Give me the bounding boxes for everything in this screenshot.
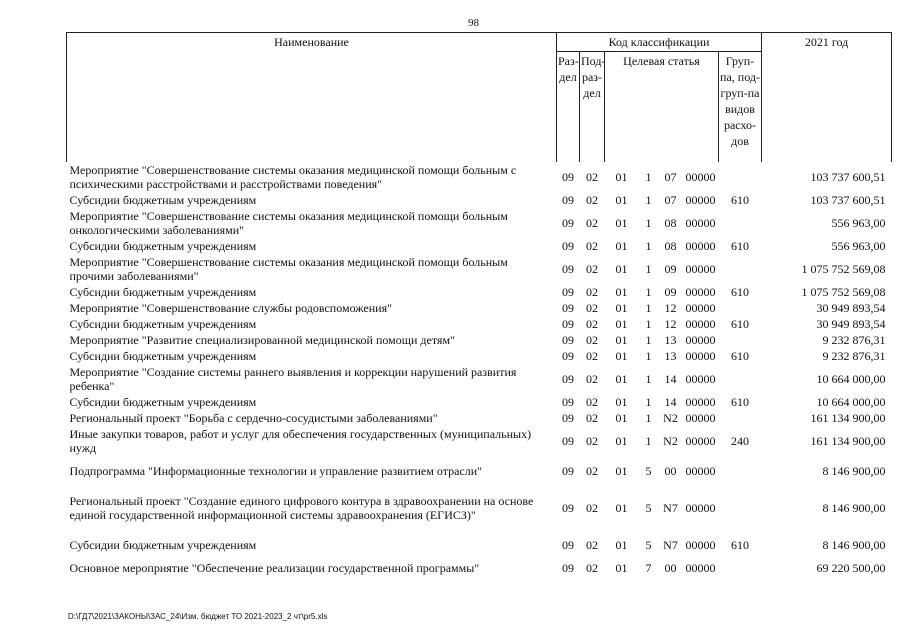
code-target-4: 00000: [685, 394, 716, 409]
code-group: [719, 560, 762, 576]
code-podrazdel: 02: [586, 500, 598, 515]
code-target-4: 00000: [685, 348, 716, 363]
code-target-3: 14: [664, 394, 677, 409]
code-podrazdel: 02: [586, 261, 598, 276]
code-podrazdel: 02: [586, 348, 598, 363]
code-target-3: 00: [664, 560, 677, 575]
code-target-1: 01: [615, 332, 628, 347]
code-target-3: N2: [663, 410, 678, 425]
code-group: [719, 254, 762, 284]
code-group: [719, 364, 762, 394]
row-sum: 30 949 893,54: [816, 316, 886, 331]
row-name: Мероприятие "Совершенствование службы родовспоможения": [69, 300, 393, 315]
table-row: [67, 410, 892, 426]
page-number: 98: [468, 17, 479, 29]
code-target-2: 1: [645, 169, 652, 184]
table-row: [67, 332, 892, 348]
table-row: [67, 348, 892, 364]
table-row: [67, 394, 892, 410]
code-group: [719, 162, 762, 192]
row-name: Основное мероприятие "Обеспечение реализации государственной программы": [69, 560, 480, 575]
code-group: 610: [731, 394, 750, 409]
code-target-3: 14: [664, 371, 677, 386]
header-target: Целевая статья: [605, 52, 719, 162]
code-target-1: 01: [615, 433, 628, 448]
code-target-4: 00000: [685, 215, 716, 230]
code-target-1: 01: [615, 560, 628, 575]
row-name: Субсидии бюджетным учреждениям: [69, 348, 257, 363]
code-group: [719, 300, 762, 316]
table-row: [67, 284, 892, 300]
code-target-1: 01: [615, 537, 628, 552]
code-target-1: 01: [615, 192, 628, 207]
code-razdel: 09: [562, 537, 574, 552]
row-sum: 10 664 000,00: [816, 371, 886, 386]
code-target-1: 01: [615, 169, 628, 184]
code-razdel: 09: [562, 463, 574, 478]
code-target-1: 01: [615, 348, 628, 363]
code-target-4: 00000: [685, 300, 716, 315]
header-year: 2021 год: [762, 33, 892, 162]
code-group: 610: [731, 238, 750, 253]
row-sum: 30 949 893,54: [816, 300, 886, 315]
code-target-4: 00000: [685, 500, 716, 515]
row-sum: 8 146 900,00: [822, 463, 886, 478]
code-razdel: 09: [562, 215, 574, 230]
header-code-group: Код классификации: [557, 33, 762, 52]
code-group: 610: [731, 348, 750, 363]
code-target-1: 01: [615, 316, 628, 331]
code-podrazdel: 02: [586, 215, 598, 230]
table-row: [67, 208, 892, 238]
code-target-4: 00000: [685, 410, 716, 425]
row-sum: 556 963,00: [831, 238, 886, 253]
code-target-1: 01: [615, 500, 628, 515]
table-row: [67, 254, 892, 284]
code-target-1: 01: [615, 371, 628, 386]
header-razdel: Раз-дел: [557, 52, 580, 162]
row-sum: 10 664 000,00: [816, 394, 886, 409]
code-target-3: N7: [663, 500, 678, 515]
row-name: Иные закупки товаров, работ и услуг для обеспечения государственных (муниципальных) нужд: [69, 426, 532, 455]
code-podrazdel: 02: [586, 238, 598, 253]
code-target-4: 00000: [685, 463, 716, 478]
table-row: [67, 530, 892, 560]
code-target-2: 1: [645, 300, 652, 315]
row-name: Субсидии бюджетным учреждениям: [69, 537, 257, 552]
code-target-2: 1: [645, 192, 652, 207]
code-podrazdel: 02: [586, 371, 598, 386]
row-sum: 9 232 876,31: [822, 332, 886, 347]
code-razdel: 09: [562, 433, 574, 448]
code-target-3: 09: [664, 284, 677, 299]
code-target-4: 00000: [685, 238, 716, 253]
code-target-2: 7: [645, 560, 652, 575]
code-target-2: 1: [645, 394, 652, 409]
code-razdel: 09: [562, 192, 574, 207]
row-name: Подпрограмма "Информационные технологии и управление развитием отрасли": [69, 463, 483, 478]
code-target-1: 01: [615, 238, 628, 253]
code-razdel: 09: [562, 348, 574, 363]
row-sum: 69 220 500,00: [816, 560, 886, 575]
code-podrazdel: 02: [586, 394, 598, 409]
code-target-3: 13: [664, 348, 677, 363]
code-target-2: 1: [645, 433, 652, 448]
code-razdel: 09: [562, 371, 574, 386]
header-group: Груп-па, под-груп-па видов расхо-дов: [719, 52, 762, 162]
row-name: Субсидии бюджетным учреждениям: [69, 316, 257, 331]
code-group: 610: [731, 316, 750, 331]
code-target-1: 01: [615, 410, 628, 425]
table-row: [67, 486, 892, 530]
code-target-3: 08: [664, 238, 677, 253]
code-group: [719, 456, 762, 486]
code-target-4: 00000: [685, 284, 716, 299]
header-name: Наименование: [67, 33, 557, 162]
row-name: Региональный проект "Создание единого цифрового контура в здравоохранении на основе единой государственной информационной системы здравоохранения (ЕГИСЗ)": [69, 493, 534, 522]
code-group: 610: [731, 284, 750, 299]
code-razdel: 09: [562, 332, 574, 347]
row-sum: 1 075 752 569,08: [801, 261, 886, 276]
code-podrazdel: 02: [586, 169, 598, 184]
code-target-1: 01: [615, 300, 628, 315]
code-target-3: 12: [664, 300, 677, 315]
code-podrazdel: 02: [586, 433, 598, 448]
row-sum: 1 075 752 569,08: [801, 284, 886, 299]
table-row: [67, 238, 892, 254]
row-sum: 9 232 876,31: [822, 348, 886, 363]
row-sum: 103 737 600,51: [810, 192, 886, 207]
code-target-3: 00: [664, 463, 677, 478]
code-target-3: 12: [664, 316, 677, 331]
code-target-2: 5: [645, 537, 652, 552]
row-name: Субсидии бюджетным учреждениям: [69, 238, 257, 253]
code-group: [719, 486, 762, 530]
code-target-1: 01: [615, 394, 628, 409]
table-row: [67, 426, 892, 456]
header-podrazdel: Под-раз-дел: [580, 52, 605, 162]
row-name: Мероприятие "Создание системы раннего выявления и коррекции нарушений развития ребенка": [69, 364, 517, 393]
row-name: Субсидии бюджетным учреждениям: [69, 394, 257, 409]
code-target-2: 5: [645, 463, 652, 478]
row-sum: 161 134 900,00: [810, 410, 886, 425]
code-target-2: 1: [645, 261, 652, 276]
code-razdel: 09: [562, 300, 574, 315]
code-target-4: 00000: [685, 192, 716, 207]
table-row: [67, 162, 892, 192]
table-row: [67, 300, 892, 316]
code-target-1: 01: [615, 284, 628, 299]
code-podrazdel: 02: [586, 284, 598, 299]
row-name: Мероприятие "Совершенствование системы оказания медицинской помощи больным прочими заболеваниями": [69, 254, 508, 283]
file-path-footer: D:\ГД7\2021\ЗАКОНЫ\ЗАС_24\Изм. бюджет ТО 2021-2023_2 чт\pr5.xls: [68, 612, 328, 621]
code-target-3: N7: [663, 537, 678, 552]
code-podrazdel: 02: [586, 410, 598, 425]
table-row: [67, 560, 892, 576]
code-target-2: 1: [645, 332, 652, 347]
code-target-4: 00000: [685, 332, 716, 347]
budget-table: [66, 32, 892, 576]
table-row: [67, 316, 892, 332]
code-razdel: 09: [562, 394, 574, 409]
code-podrazdel: 02: [586, 300, 598, 315]
code-target-4: 00000: [685, 433, 716, 448]
code-target-1: 01: [615, 215, 628, 230]
code-target-2: 1: [645, 316, 652, 331]
code-target-4: 00000: [685, 169, 716, 184]
code-podrazdel: 02: [586, 537, 598, 552]
code-target-2: 1: [645, 371, 652, 386]
code-target-2: 1: [645, 238, 652, 253]
code-razdel: 09: [562, 316, 574, 331]
code-group: 610: [731, 192, 750, 207]
row-name: Субсидии бюджетным учреждениям: [69, 284, 257, 299]
code-razdel: 09: [562, 560, 574, 575]
row-name: Мероприятие "Совершенствование системы оказания медицинской помощи больным с психическими расстройствами и расстройствами поведения": [69, 162, 517, 191]
row-sum: 556 963,00: [831, 215, 886, 230]
row-name: Мероприятие "Развитие специализированной медицинской помощи детям": [69, 332, 455, 347]
code-podrazdel: 02: [586, 192, 598, 207]
code-target-3: 09: [664, 261, 677, 276]
code-group: [719, 332, 762, 348]
code-podrazdel: 02: [586, 316, 598, 331]
code-target-4: 00000: [685, 316, 716, 331]
code-target-4: 00000: [685, 261, 716, 276]
code-target-2: 1: [645, 215, 652, 230]
code-target-4: 00000: [685, 371, 716, 386]
code-target-4: 00000: [685, 537, 716, 552]
code-target-1: 01: [615, 463, 628, 478]
code-group: [719, 208, 762, 238]
row-sum: 103 737 600,51: [810, 169, 886, 184]
row-sum: 161 134 900,00: [810, 433, 886, 448]
code-target-2: 1: [645, 348, 652, 363]
code-razdel: 09: [562, 500, 574, 515]
code-target-2: 5: [645, 500, 652, 515]
code-target-3: 08: [664, 215, 677, 230]
code-razdel: 09: [562, 261, 574, 276]
code-target-4: 00000: [685, 560, 716, 575]
code-group: [719, 410, 762, 426]
row-name: Региональный проект "Борьба с сердечно-сосудистыми заболеваниями": [69, 410, 438, 425]
code-podrazdel: 02: [586, 332, 598, 347]
row-name: Субсидии бюджетным учреждениям: [69, 192, 257, 207]
row-name: Мероприятие "Совершенствование системы оказания медицинской помощи больным онкологическими заболеваниями": [69, 208, 508, 237]
code-razdel: 09: [562, 284, 574, 299]
code-podrazdel: 02: [586, 560, 598, 575]
code-group: 240: [731, 433, 750, 448]
table-row: [67, 456, 892, 486]
code-target-3: N2: [663, 433, 678, 448]
code-target-3: 07: [664, 192, 677, 207]
row-sum: 8 146 900,00: [822, 500, 886, 515]
code-podrazdel: 02: [586, 463, 598, 478]
code-target-2: 1: [645, 284, 652, 299]
code-razdel: 09: [562, 169, 574, 184]
code-group: 610: [731, 537, 750, 552]
code-razdel: 09: [562, 238, 574, 253]
row-sum: 8 146 900,00: [822, 537, 886, 552]
code-razdel: 09: [562, 410, 574, 425]
code-target-2: 1: [645, 410, 652, 425]
table-row: [67, 364, 892, 394]
code-target-3: 07: [664, 169, 677, 184]
table-row: [67, 192, 892, 208]
code-target-1: 01: [615, 261, 628, 276]
code-target-3: 13: [664, 332, 677, 347]
